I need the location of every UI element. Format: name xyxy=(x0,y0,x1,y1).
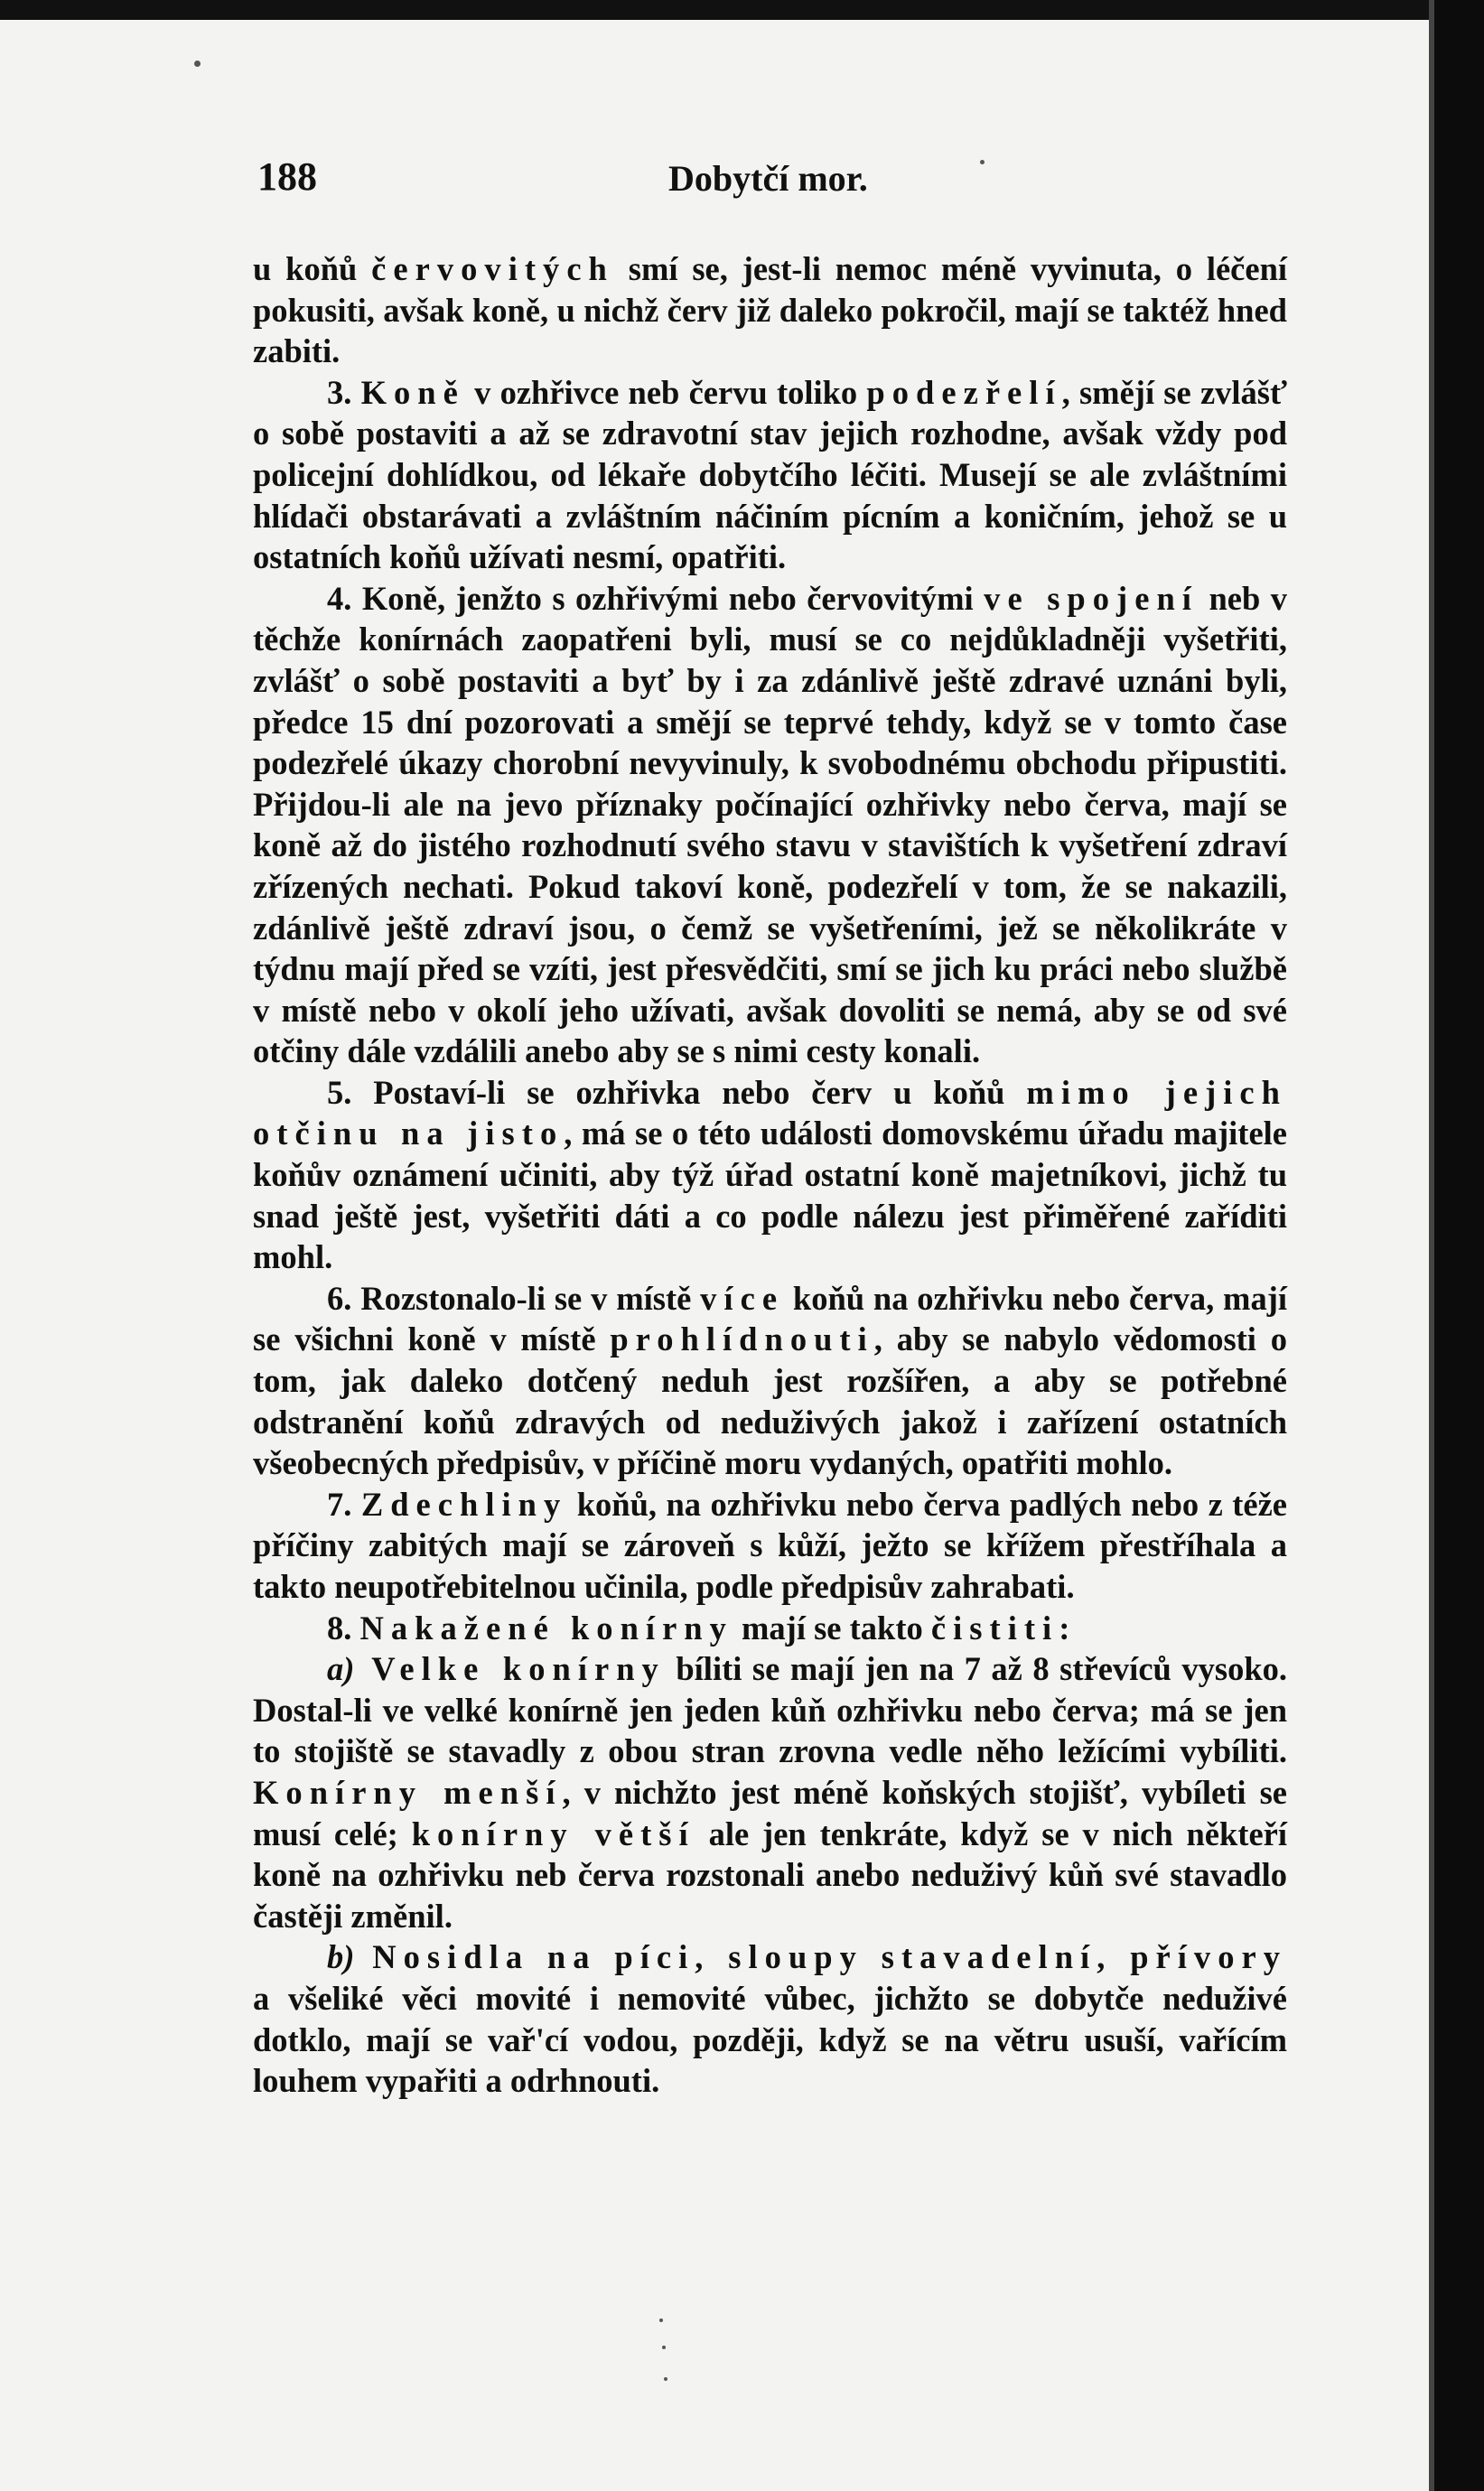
text-run: u koňů xyxy=(253,250,372,287)
spaced-text: červovitých xyxy=(371,250,614,287)
spaced-text: Koně xyxy=(360,373,465,411)
spaced-text: konírny větší xyxy=(411,1815,695,1852)
text-run: , v nichžto jest méně koňských stojišť, vybíleti se musí celé; xyxy=(253,1773,1287,1852)
scan-border-top xyxy=(0,0,1484,20)
scan-speck xyxy=(664,2377,667,2381)
spaced-text: Nakažené konírny xyxy=(359,1609,733,1647)
list-marker: a) xyxy=(327,1650,355,1688)
text-run: mají se takto xyxy=(733,1609,931,1647)
paragraph-5 xyxy=(253,1072,1287,1278)
spaced-text: prohlídnouti xyxy=(610,1320,874,1358)
page-number: 188 xyxy=(257,154,317,199)
text-run: , smějí se zvlášť o sobě postaviti a až se zdravotní stav jejich rozhodne, avšak vždy pod policejní dohlídkou, od lékaře dobytčího léčiti. Musejí se ale zvláštními hlídači obstarávati a zvláštním náčiním pícním a koničním, jehož se u ostatních koňů užívati nesmí, opatřiti. xyxy=(253,373,1288,576)
paragraph-4 xyxy=(253,578,1287,1072)
spaced-text: mimo jejich otčinu na jisto xyxy=(253,1073,1287,1152)
text-run: 5. Postaví-li se ozhřivka nebo červ u koňů xyxy=(327,1073,1027,1111)
spaced-text: ve spojení xyxy=(984,579,1199,617)
text-run: koňů na ozhřivku nebo červa, mají se všichni koně v místě xyxy=(253,1279,1287,1358)
text-run: a všeliké věci movité i nemovité vůbec, jichžto se dobytče neduživé dotklo, mají se vař'cí vodou, později, když se na větru usuší, vařícím louhem vypařiti a odrhnouti. xyxy=(253,1979,1287,2100)
scan-speck xyxy=(662,2346,666,2349)
spaced-text: Zdechliny xyxy=(360,1485,568,1523)
text-run: neb v těchže konírnách zaopatřeni byli, musí se co nejdůkladněji vyšetřiti, zvlášť o sobě postaviti a byť by i za zdánlivě ještě zdravé uznáni byli, předce 15 dní pozorovati a smějí se teprvé tehdy, když se v tomto čase podezřelé úkazy chorobní nevyvinuly, k svobodnému obchodu připustiti. Přijdou-li ale na jevo příznaky počínající ozhřivky nebo červa, mají se koně až do jistého rozhodnutí svého stavu v stavištích k vyšetření zdraví zřízených nechati. Pokud takoví koně, podezřelí v tom, že se nakazili, zdánlivě ještě zdraví jsou, o čemž se vyšetřeními, jež se několikráte v týdnu mají před se vzíti, jest přesvědčiti, smí se jich ku práci nebo službě v místě nebo v okolí jeho užívati, avšak dovoliti se nemá, aby se od své otčiny dále vzdálili anebo aby se s nimi cesty konali. xyxy=(253,579,1287,1070)
scan-border-right xyxy=(1434,0,1484,2491)
text-run: 8. xyxy=(327,1609,360,1647)
text-run: v ozhřivce neb červu toliko xyxy=(464,373,867,411)
spaced-text: Nosidla na píci, sloupy stavadelní, přívory xyxy=(354,1938,1287,1976)
text-run: 6. Rozstonalo-li se v místě xyxy=(327,1279,701,1317)
paragraph-8 xyxy=(253,1608,1287,1649)
text-run: smí se, jest-li nemoc méně vyvinuta, o léčení pokusiti, avšak koně, u nichž červ již daleko pokročil, mají se taktéž hned zabiti. xyxy=(253,250,1288,370)
page-header xyxy=(257,154,1287,217)
paragraph-7 xyxy=(253,1484,1287,1608)
scan-speck xyxy=(659,2318,663,2322)
paragraph-3 xyxy=(253,372,1287,578)
spaced-text: Konírny menší xyxy=(253,1773,563,1811)
spaced-text: čistiti: xyxy=(930,1609,1078,1647)
paragraph-continuation xyxy=(253,248,1287,372)
text-run: 7. xyxy=(327,1485,361,1523)
spaced-text: podezřelí xyxy=(866,373,1062,411)
body-text xyxy=(253,248,1287,2102)
paragraph-8a xyxy=(253,1648,1287,1936)
paragraph-6 xyxy=(253,1278,1287,1484)
list-marker: b) xyxy=(327,1938,355,1976)
text-run: , má se o této události domovskému úřadu majitele koňův oznámení učiniti, aby týž úřad ostatní koně majetníkovi, jichž tu snad ještě jest, vyšetřiti dáti a co podle nálezu jest přiměřené zaříditi mohl. xyxy=(253,1115,1288,1276)
running-title: Dobytčí mor. xyxy=(668,158,868,199)
text-run: , aby se nabylo vědomosti o tom, jak daleko dotčený neduh jest rozšířen, a aby se potřebné odstranění koňů zdravých od neduživých jakož i zařízení ostatních všeobecných předpisův, v příčině moru vydaných, opatřiti mohlo. xyxy=(253,1320,1287,1482)
text-run: koňů, na ozhřivku nebo červa padlých nebo z téže příčiny zabitých mají se zároveň s kůží, ježto se křížem přestříhala a takto neupotřebitelnou učinila, podle předpisův zahrabati. xyxy=(253,1485,1287,1605)
text-run: 3. xyxy=(327,373,361,411)
text-run: ale jen tenkráte, když se v nich někteří koně na ozhřivku neb červa rozstonali anebo neduživý kůň své stavadlo častěji změnil. xyxy=(253,1815,1287,1935)
paragraph-8b xyxy=(253,1936,1287,2101)
text-run: bíliti se mají jen na 7 až 8 střevíců vysoko. Dostal-li ve velké konírně jen jeden kůň ozhřivku nebo červa; má se jen to stojiště se stavadly z obou stran zrovna vedle něho ležícími vybíliti. xyxy=(253,1650,1287,1770)
spaced-text: více xyxy=(700,1279,785,1317)
spaced-text: Velke konírny xyxy=(354,1650,666,1688)
scan-speck xyxy=(194,61,201,67)
text-run: 4. Koně, jenžto s ozhřivými nebo červovitými xyxy=(327,579,985,617)
